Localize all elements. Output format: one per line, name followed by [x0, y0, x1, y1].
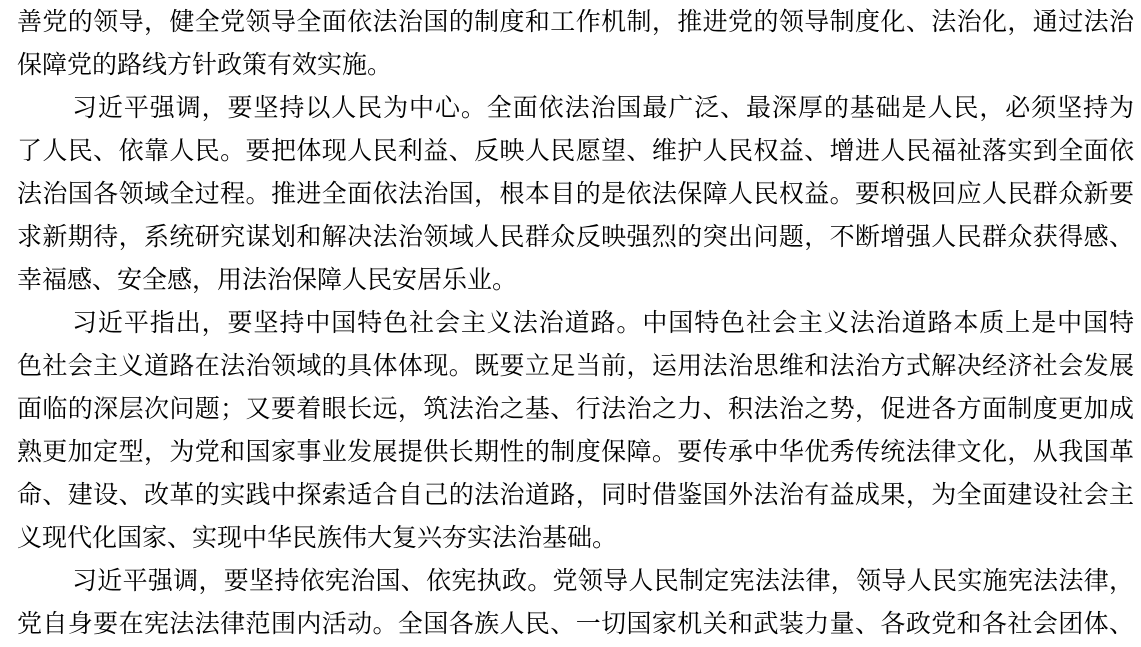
text-line: 习近平强调，要坚持依宪治国、依宪执政。党领导人民制定宪法法律，领导人民实施宪法法律， — [72, 568, 1134, 595]
text-line: 义现代化国家、实现中华民族伟大复兴夯实法治基础。 — [17, 525, 618, 552]
text-line: 习近平强调，要坚持以人民为中心。全面依法治国最广泛、最深厚的基础是人民，必须坚持为 — [72, 95, 1134, 122]
text-line: 色社会主义道路在法治领域的具体体现。既要立足当前，运用法治思维和法治方式解决经济社会发展 — [17, 353, 1134, 380]
text-line: 习近平指出，要坚持中国特色社会主义法治道路。中国特色社会主义法治道路本质上是中国特 — [72, 310, 1134, 337]
text-line: 党自身要在宪法法律范围内活动。全国各族人民、一切国家机关和武装力量、各政党和各社会团体、 — [17, 611, 1134, 638]
text-line: 了人民、依靠人民。要把体现人民利益、反映人民愿望、维护人民权益、增进人民福祉落实到全面依 — [17, 138, 1134, 165]
article-body — [17, 1, 1134, 646]
text-line: 命、建设、改革的实践中探索适合自己的法治道路，同时借鉴国外法治有益成果，为全面建设社会主 — [17, 482, 1134, 509]
text-line: 幸福感、安全感，用法治保障人民安居乐业。 — [17, 267, 518, 294]
text-line: 保障党的路线方针政策有效实施。 — [17, 52, 393, 79]
text-line: 善党的领导，健全党领导全面依法治国的制度和工作机制，推进党的领导制度化、法治化，通过法治 — [17, 9, 1134, 36]
text-line: 法治国各领域全过程。推进全面依法治国，根本目的是依法保障人民权益。要积极回应人民群众新要 — [17, 181, 1134, 208]
text-line: 熟更加定型，为党和国家事业发展提供长期性的制度保障。要传承中华优秀传统法律文化，从我国革 — [17, 439, 1134, 466]
text-line: 求新期待，系统研究谋划和解决法治领域人民群众反映强烈的突出问题，不断增强人民群众获得感、 — [17, 224, 1134, 251]
text-line: 面临的深层次问题；又要着眼长远，筑法治之基、行法治之力、积法治之势，促进各方面制度更加成 — [17, 396, 1134, 423]
